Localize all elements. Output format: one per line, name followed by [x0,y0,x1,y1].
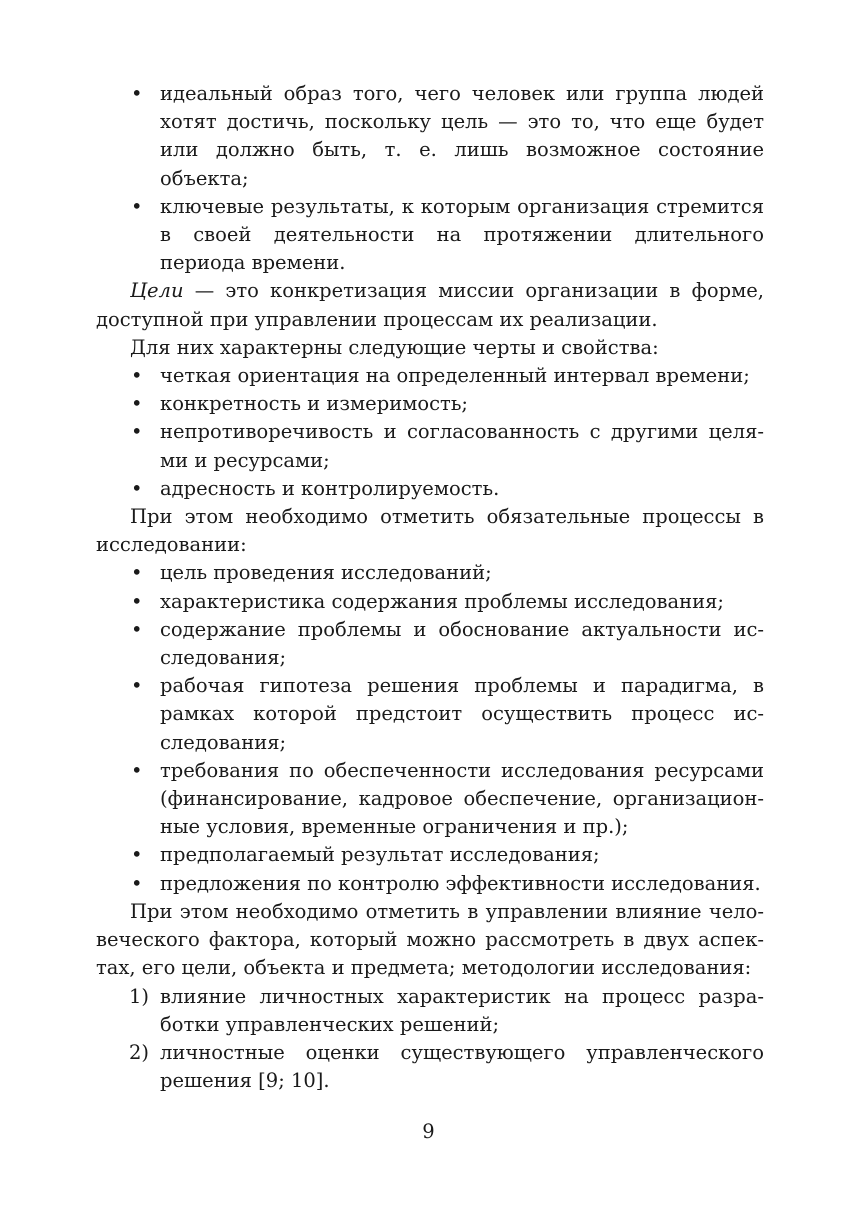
list-item-text: непротиворечивость и согласованность с другими целями и ресурсами; [160,420,764,472]
paragraph-goals-definition [96,277,764,333]
bullet-icon: • [131,617,143,641]
list-item-text: идеальный образ того, чего человек или группа людей хотят достичь, поскольку цель — это то, что еще будет или должно быть, т. е. лишь возможное состояние объекта; [160,82,764,190]
page-number: 9 [422,1120,435,1143]
list-item-text: предполагаемый результат исследования; [160,843,600,867]
list-item [96,193,764,278]
list-item-text: содержание проблемы и обоснование актуальности исследования; [160,617,764,670]
list-item-text: конкретность и измеримость; [160,392,469,416]
paragraph-text: — это конкретизация миссии организации в форме, доступной при управлении процессам их реализации. [96,279,764,331]
list-item-text: адресность и контролируемость. [160,476,500,500]
bullet-icon: • [131,674,143,698]
list-item [96,475,764,503]
bullet-icon: • [131,194,143,218]
list-item-text: требования по обеспеченности исследования ресурсами (финансирование, кадровое обеспечение, организационные условия, временные ограничения и пр.); [160,758,764,839]
paragraph-human-factor: При этом необходимо отметить в управлении влияние человеческого фактора, который можно рассмотреть в двух аспектах, его цели, объекта и предмета; методологии исследования: [96,899,764,980]
list-item [96,390,764,418]
bullet-list-research-processes [96,559,764,897]
bullet-icon: • [131,476,143,500]
list-item-text: предложения по контролю эффективности исследования. [160,871,761,895]
list-item-text: рабочая гипотеза решения проблемы и парадигма, в рамках которой предстоит осуществить процесс исследования; [160,674,764,754]
list-item [96,841,764,869]
bullet-icon: • [131,561,143,585]
list-item [96,362,764,390]
list-item-text: влияние личностных характеристик на процесс разработки управленческих решений; [160,984,764,1036]
list-item [96,1039,764,1095]
list-item [96,616,764,672]
bullet-icon: • [131,589,143,613]
list-item-text: четкая ориентация на определенный интервал времени; [160,364,750,388]
page-body [96,80,764,1095]
list-item [96,870,764,898]
bullet-icon: • [131,392,143,416]
bullet-icon: • [131,758,143,782]
bullet-icon: • [131,871,143,895]
paragraph-processes-intro: При этом необходимо отметить обязательные процессы в исследовании: [96,505,764,557]
list-item [96,559,764,587]
list-item-text: цель проведения исследований; [160,561,492,585]
list-item-text: ключевые результаты, к которым организация стремится в своей деятельности на протяжении длительного периода времени. [160,194,764,275]
list-item [96,672,764,757]
bullet-icon: • [131,82,143,105]
list-number: 1) [129,984,150,1008]
list-item [96,983,764,1039]
term-goals: Цели [130,279,184,303]
list-item [96,418,764,474]
bullet-list-goal-definition [96,80,764,277]
list-item-text: личностные оценки существующего управленческого решения [9; 10]. [160,1040,764,1093]
list-item [96,757,764,842]
bullet-list-goal-features [96,362,764,503]
list-item-text: характеристика содержания проблемы исследования; [160,589,724,613]
bullet-icon: • [131,364,143,388]
list-item [96,588,764,616]
bullet-icon: • [131,420,143,444]
list-item [96,80,764,193]
paragraph-features-intro: Для них характерны следующие черты и свойства: [130,335,659,359]
list-number: 2) [129,1040,150,1064]
bullet-icon: • [131,843,143,867]
numbered-list-aspects [96,983,764,1096]
